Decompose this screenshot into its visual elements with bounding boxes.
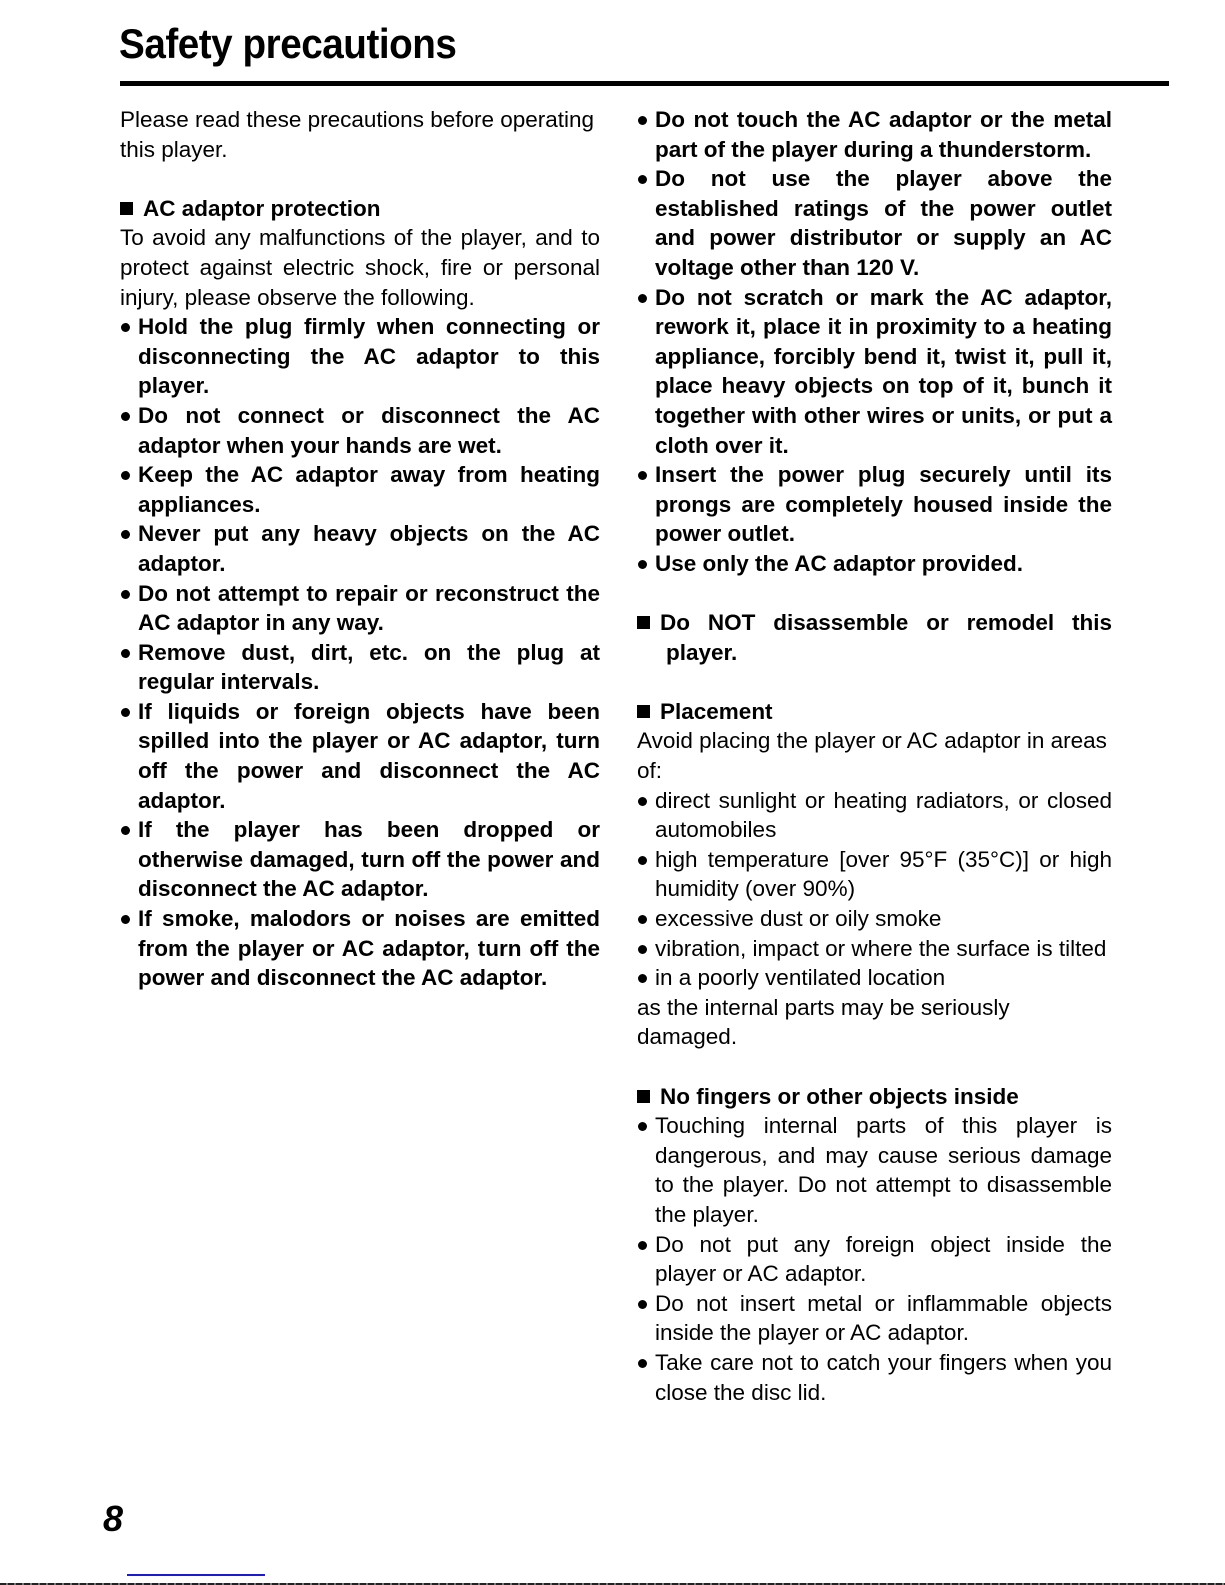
list-item bbox=[637, 549, 1112, 579]
bullet-list bbox=[120, 312, 600, 993]
list-item-text: If smoke, malodors or noises are emitted from the player or AC adaptor, turn off the power and disconnect the AC adaptor. bbox=[138, 906, 600, 991]
list-item bbox=[637, 1289, 1112, 1348]
section-no-fingers bbox=[637, 1082, 1112, 1408]
footer-link-underline[interactable] bbox=[127, 1574, 265, 1576]
bullet-dot-icon bbox=[121, 530, 130, 539]
list-item-text: Do not scratch or mark the AC adaptor, rework it, place it in proximity to a heating appliance, forcibly bend it, twist it, pull it, place heavy objects on top of it, bunch it together with other wires or units, or put a cloth over it. bbox=[655, 284, 1112, 458]
list-item bbox=[120, 519, 600, 578]
bullet-dot-icon bbox=[638, 1122, 647, 1131]
list-item bbox=[120, 401, 600, 460]
list-item-text: direct sunlight or heating radiators, or closed automobiles bbox=[655, 787, 1112, 843]
list-item bbox=[637, 1111, 1112, 1229]
list-item-text: Keep the AC adaptor away from heating appliances. bbox=[138, 462, 600, 517]
list-item bbox=[637, 786, 1112, 845]
list-item-text: Do not attempt to repair or reconstruct the AC adaptor in any way. bbox=[138, 580, 600, 636]
bullet-dot-icon bbox=[121, 590, 130, 599]
list-item bbox=[120, 815, 600, 904]
section-heading bbox=[637, 697, 1112, 727]
bullet-list-ac-continued bbox=[637, 105, 1112, 579]
list-item bbox=[637, 904, 1112, 934]
bullet-dot-icon bbox=[121, 412, 130, 421]
bullet-dot-icon bbox=[638, 116, 647, 125]
section-footer-text: as the internal parts may be seriously damaged. bbox=[637, 994, 1010, 1050]
list-item-text: Use only the AC adaptor provided. bbox=[655, 550, 1023, 576]
list-item-text: Do not insert metal or inflammable objects inside the player or AC adaptor. bbox=[655, 1290, 1112, 1346]
bullet-dot-icon bbox=[638, 856, 647, 865]
list-item-text: high temperature [over 95°F (35°C)] or high humidity (over 90%) bbox=[655, 846, 1112, 902]
section-heading-text: Do NOT disassemble or remodel this player. bbox=[660, 610, 1112, 665]
section-ac-adaptor-protection bbox=[120, 194, 600, 993]
list-item-text: in a poorly ventilated location bbox=[655, 965, 946, 991]
bullet-dot-icon bbox=[638, 1241, 647, 1250]
section-heading bbox=[637, 608, 1112, 667]
page-title: Safety precautions bbox=[119, 20, 457, 67]
list-item-text: vibration, impact or where the surface is tilted bbox=[655, 935, 1107, 961]
list-item bbox=[120, 579, 600, 638]
section-description: To avoid any malfunctions of the player, and to protect against electric shock, fire or personal injury, please observe the following. bbox=[120, 225, 600, 310]
list-item bbox=[637, 963, 1112, 993]
list-item bbox=[120, 638, 600, 697]
list-item bbox=[637, 845, 1112, 904]
right-column bbox=[637, 105, 1112, 1407]
list-item-text: Do not connect or disconnect the AC adaptor when your hands are wet. bbox=[138, 402, 600, 458]
bullet-list bbox=[637, 1111, 1112, 1407]
square-bullet-icon bbox=[637, 705, 650, 718]
section-description: Avoid placing the player or AC adaptor in areas of: bbox=[637, 728, 1107, 784]
list-item bbox=[637, 283, 1112, 461]
bullet-dot-icon bbox=[638, 915, 647, 924]
bullet-dot-icon bbox=[638, 1359, 647, 1368]
bullet-dot-icon bbox=[121, 708, 130, 717]
bullet-dot-icon bbox=[121, 471, 130, 480]
list-item-text: excessive dust or oily smoke bbox=[655, 906, 942, 932]
section-heading bbox=[120, 194, 600, 224]
square-bullet-icon bbox=[120, 202, 133, 215]
list-item bbox=[120, 904, 600, 993]
section-disassemble bbox=[637, 608, 1112, 667]
bullet-dot-icon bbox=[638, 560, 647, 569]
bullet-dot-icon bbox=[638, 797, 647, 806]
list-item bbox=[120, 697, 600, 815]
list-item bbox=[637, 1348, 1112, 1407]
list-item-text: Insert the power plug securely until its prongs are completely housed inside the power outlet. bbox=[655, 462, 1112, 547]
list-item-text: Never put any heavy objects on the AC adaptor. bbox=[138, 521, 600, 576]
list-item-text: Do not touch the AC adaptor or the metal part of the player during a thunderstorm. bbox=[655, 107, 1112, 162]
section-heading-text: Placement bbox=[660, 698, 773, 724]
list-item bbox=[637, 934, 1112, 964]
list-item bbox=[120, 312, 600, 401]
bullet-dot-icon bbox=[638, 974, 647, 983]
list-item bbox=[120, 460, 600, 519]
bullet-dot-icon bbox=[121, 915, 130, 924]
list-item-text: Touching internal parts of this player is dangerous, and may cause serious damage to the player. Do not attempt to disassemble the player. bbox=[655, 1113, 1112, 1227]
bullet-dot-icon bbox=[638, 294, 647, 303]
section-heading-text: AC adaptor protection bbox=[143, 195, 381, 221]
list-item-text: Take care not to catch your fingers when you close the disc lid. bbox=[655, 1349, 1112, 1405]
intro-text: Please read these precautions before operating this player. bbox=[120, 107, 595, 162]
section-heading bbox=[637, 1082, 1112, 1112]
list-item bbox=[637, 1230, 1112, 1289]
list-item bbox=[637, 164, 1112, 282]
list-item bbox=[637, 105, 1112, 164]
square-bullet-icon bbox=[637, 1090, 650, 1103]
list-item-text: Remove dust, dirt, etc. on the plug at regular intervals. bbox=[138, 639, 600, 695]
bullet-dot-icon bbox=[638, 945, 647, 954]
section-placement bbox=[637, 697, 1112, 1052]
bullet-dot-icon bbox=[121, 323, 130, 332]
bullet-dot-icon bbox=[638, 1300, 647, 1309]
list-item-text: Do not use the player above the established ratings of the power outlet and power distributor or supply an AC voltage other than 120 V. bbox=[655, 166, 1112, 280]
title-rule bbox=[120, 81, 1169, 86]
section-heading-text: No fingers or other objects inside bbox=[660, 1083, 1019, 1109]
list-item-text: Hold the plug firmly when connecting or disconnecting the AC adaptor to this player. bbox=[138, 314, 600, 399]
left-column bbox=[120, 105, 600, 993]
square-bullet-icon bbox=[637, 616, 650, 629]
page-number: 8 bbox=[103, 1498, 124, 1539]
list-item-text: Do not put any foreign object inside the player or AC adaptor. bbox=[655, 1231, 1112, 1287]
bullet-dot-icon bbox=[638, 471, 647, 480]
list-item bbox=[637, 460, 1112, 549]
list-item-text: If the player has been dropped or otherwise damaged, turn off the power and disconnect the AC adaptor. bbox=[138, 817, 600, 902]
bullet-list bbox=[637, 786, 1112, 993]
bullet-dot-icon bbox=[638, 175, 647, 184]
list-item-text: If liquids or foreign objects have been spilled into the player or AC adaptor, turn off the power and disconnect the AC adaptor. bbox=[138, 698, 600, 813]
bullet-dot-icon bbox=[121, 649, 130, 658]
bullet-dot-icon bbox=[121, 826, 130, 835]
